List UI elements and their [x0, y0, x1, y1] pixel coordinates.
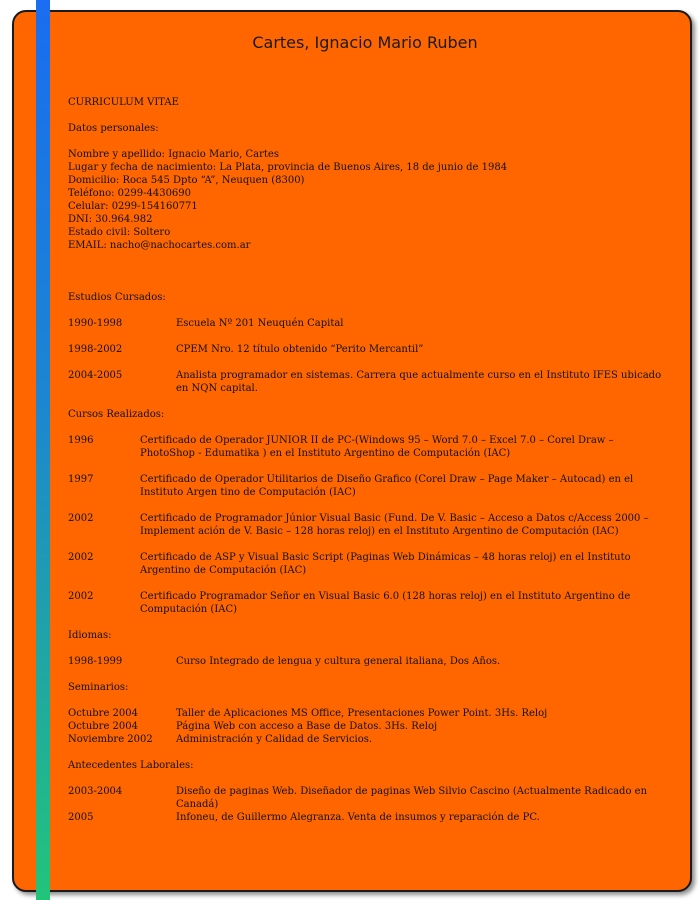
seminar-item — [68, 720, 668, 733]
page-title: Cartes, Ignacio Mario Ruben — [252, 33, 478, 52]
work-period: 2005 — [68, 812, 94, 823]
course-year: 1996 — [68, 435, 94, 446]
studies-heading: Estudios Cursados: — [68, 292, 166, 303]
course-text: Certificado de Operador JUNIOR II de PC-(Windows 95 – Word 7.0 – Excel 7.0 – Corel Draw – PhotoShop - Edumatika ) en el Instituto Argentino de Computación (IAC) — [140, 435, 614, 459]
seminar-text: Taller de Aplicaciones MS Office, Presentaciones Power Point. 3Hs. Reloj — [176, 708, 548, 719]
personal-line: Nombre y apellido: Ignacio Mario, Cartes — [68, 149, 279, 160]
language-text: Curso Integrado de lengua y cultura general italiana, Dos Años. — [176, 656, 501, 667]
study-period: 1998-2002 — [68, 344, 123, 355]
seminar-text: Página Web con acceso a Base de Datos. 3Hs. Reloj — [176, 721, 438, 732]
resume-content — [68, 96, 668, 824]
study-period: 2004-2005 — [68, 370, 123, 381]
personal-line: DNI: 30.964.982 — [68, 214, 153, 225]
course-item — [68, 473, 668, 499]
course-year: 2002 — [68, 591, 94, 602]
seminar-item — [68, 707, 668, 720]
study-period: 1990-1998 — [68, 318, 123, 329]
seminar-period: Noviembre 2002 — [68, 734, 153, 745]
work-text: Diseño de paginas Web. Diseñador de paginas Web Silvio Cascino (Actualmente Radicado en Canadá) — [176, 786, 648, 810]
work-heading: Antecedentes Laborales: — [68, 760, 194, 771]
course-text: Certificado de Programador Júnior Visual Basic (Fund. De V. Basic – Acceso a Datos c/Access 2000 – Implement ación de V. Basic – 128 horas reloj) en el Instituto Argentino de Computación (IAC) — [140, 513, 649, 537]
language-item — [68, 655, 668, 668]
study-text: Analista programador en sistemas. Carrera que actualmente curso en el Instituto IFES ubicado en NQN capital. — [176, 370, 662, 394]
personal-line: Estado civil: Soltero — [68, 227, 171, 238]
work-item — [68, 811, 668, 824]
personal-line: Lugar y fecha de nacimiento: La Plata, provincia de Buenos Aires, 18 de junio de 1984 — [68, 162, 508, 173]
personal-line: EMAIL: nacho@nachocartes.com.ar — [68, 240, 251, 251]
course-year: 2002 — [68, 552, 94, 563]
study-text: CPEM Nro. 12 título obtenido “Perito Mercantil” — [176, 344, 424, 355]
seminar-period: Octubre 2004 — [68, 721, 138, 732]
seminars-heading: Seminarios: — [68, 682, 129, 693]
personal-line: Domicilio: Roca 545 Dpto “A”, Neuquen (8300) — [68, 175, 305, 186]
personal-line: Teléfono: 0299-4430690 — [68, 188, 192, 199]
study-item — [68, 369, 668, 395]
study-text: Escuela Nº 201 Neuquén Capital — [176, 318, 344, 329]
work-period: 2003-2004 — [68, 786, 123, 797]
courses-heading: Cursos Realizados: — [68, 409, 165, 420]
work-text: Infoneu, de Guillermo Alegranza. Venta de insumos y reparación de PC. — [176, 812, 540, 823]
course-text: Certificado de ASP y Visual Basic Script (Paginas Web Dinámicas – 48 horas reloj) en el Instituto Argentino de Computación (IAC) — [140, 552, 631, 576]
course-item — [68, 512, 668, 538]
cv-heading: CURRICULUM VITAE — [68, 97, 179, 108]
decorative-side-bar — [36, 0, 50, 900]
course-text: Certificado Programador Señor en Visual Basic 6.0 (128 horas reloj) en el Instituto Argentino de Computación (IAC) — [140, 591, 631, 615]
personal-heading: Datos personales: — [68, 123, 159, 134]
seminar-period: Octubre 2004 — [68, 708, 138, 719]
course-year: 2002 — [68, 513, 94, 524]
course-item — [68, 551, 668, 577]
study-item — [68, 343, 668, 356]
course-item — [68, 590, 668, 616]
language-period: 1998-1999 — [68, 656, 123, 667]
course-text: Certificado de Operador Utilitarios de Diseño Grafico (Corel Draw – Page Maker – Autocad) en el Instituto Argen tino de Computación (IAC) — [140, 474, 634, 498]
seminar-text: Administración y Calidad de Servicios. — [176, 734, 373, 745]
course-year: 1997 — [68, 474, 94, 485]
languages-heading: Idiomas: — [68, 630, 112, 641]
seminar-item — [68, 733, 668, 746]
course-item — [68, 434, 668, 460]
study-item — [68, 317, 668, 330]
work-item — [68, 785, 668, 811]
personal-line: Celular: 0299-154160771 — [68, 201, 198, 212]
